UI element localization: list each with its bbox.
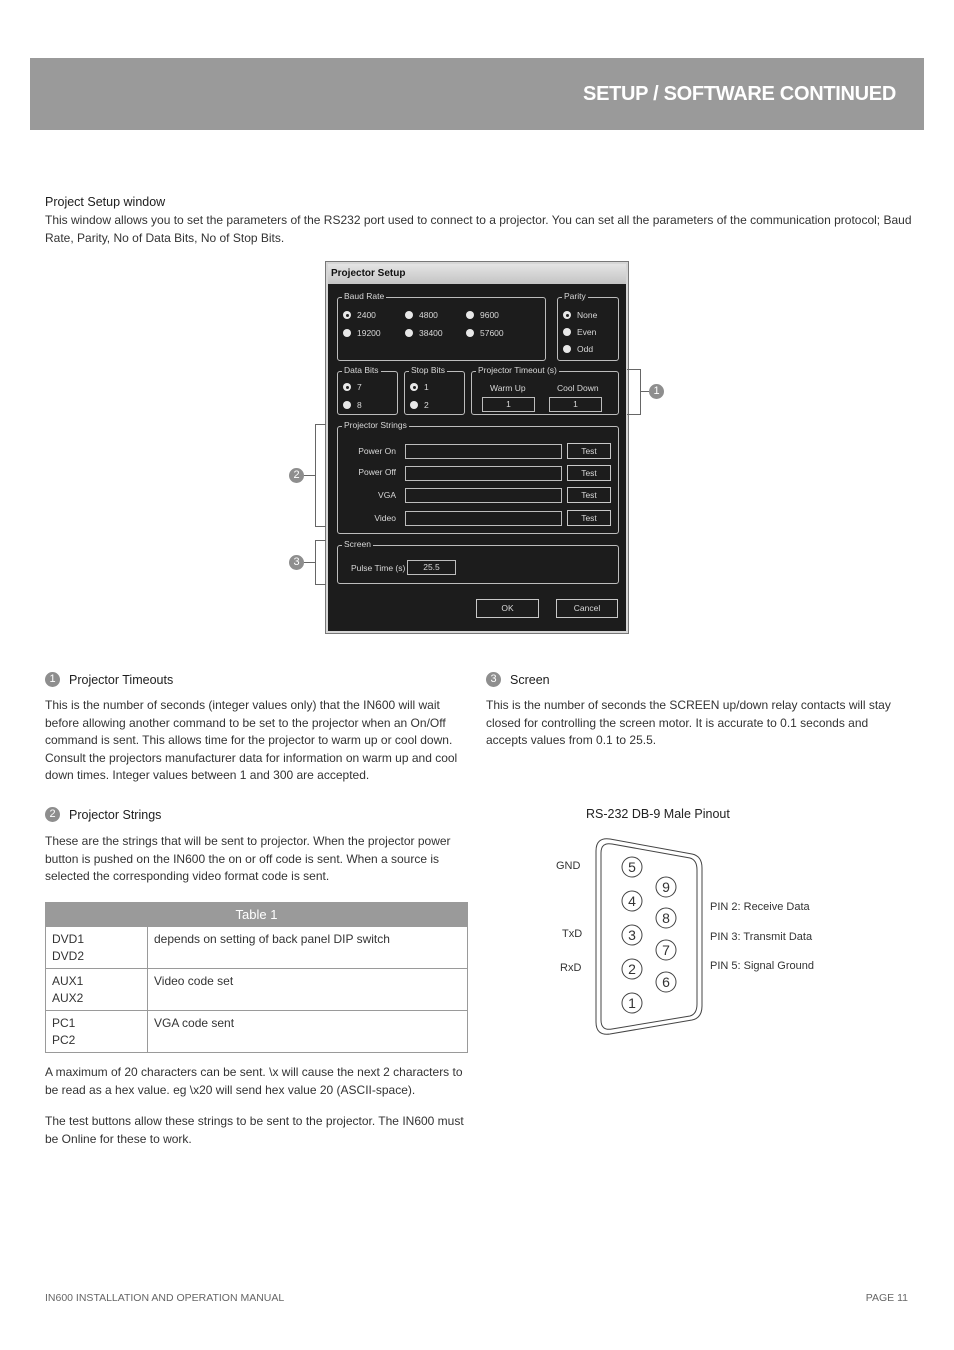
radio-icon bbox=[563, 345, 571, 353]
section-body-timeouts: This is the number of seconds (integer values only) that the IN600 will wait before allowing another command to be set to the projector when an On/Off command is sent. This allows time for the projector to warm up or cool down. Consult the projectors manufacturer data for information on warm up and cool down times. Integer values between 1 and 300 are accepted. bbox=[45, 698, 458, 782]
pinout-title: RS-232 DB-9 Male Pinout bbox=[586, 807, 730, 821]
data-bits-group bbox=[337, 365, 398, 415]
screen-label: Screen bbox=[344, 539, 371, 549]
radio-label: None bbox=[577, 310, 598, 320]
radio-label: 2400 bbox=[357, 310, 376, 320]
page-title: SETUP / SOFTWARE CONTINUED bbox=[583, 83, 896, 105]
section-number-1: 1 bbox=[45, 672, 60, 687]
parity-radio-odd[interactable] bbox=[563, 344, 593, 354]
table-header-row bbox=[46, 903, 468, 927]
source-name: AUX1 bbox=[52, 974, 84, 988]
pin-3-label: 3 bbox=[628, 927, 636, 943]
parity-label: Parity bbox=[564, 291, 586, 301]
radio-label: 19200 bbox=[357, 328, 381, 338]
pin-1-label: 1 bbox=[628, 995, 636, 1011]
callout-line-3 bbox=[304, 562, 315, 563]
radio-label: Odd bbox=[577, 344, 594, 354]
pin-2-label: 2 bbox=[628, 961, 636, 977]
projector-strings-label: Projector Strings bbox=[344, 420, 407, 430]
baud-radio-38400[interactable] bbox=[405, 328, 443, 338]
radio-label: 8 bbox=[357, 400, 362, 410]
callout-line-2 bbox=[304, 475, 315, 476]
stop-bits-group bbox=[404, 365, 465, 415]
table-row bbox=[46, 927, 468, 969]
source-name: PC1 bbox=[52, 1016, 76, 1030]
table-cell-desc: depends on setting of back panel DIP switch bbox=[148, 927, 468, 969]
screen-group bbox=[337, 539, 619, 584]
warm-up-input[interactable]: 1 bbox=[482, 397, 535, 412]
callout-bracket-2 bbox=[315, 424, 326, 527]
radio-icon bbox=[405, 329, 413, 337]
table-cell-source bbox=[46, 1011, 148, 1053]
txd-label: TxD bbox=[562, 928, 583, 940]
source-name: AUX2 bbox=[52, 991, 84, 1005]
callout-number-3: 3 bbox=[289, 555, 304, 570]
section-heading-strings bbox=[45, 807, 161, 822]
pin-legend-rx: PIN 2: Receive Data bbox=[710, 901, 810, 913]
pin-4-label: 4 bbox=[628, 893, 636, 909]
section-heading-timeouts bbox=[45, 672, 173, 687]
table-caption: Table 1 bbox=[46, 903, 468, 927]
section-title: Screen bbox=[510, 672, 550, 687]
section-title: Projector Timeouts bbox=[69, 672, 174, 687]
baud-rate-label: Baud Rate bbox=[344, 291, 385, 301]
baud-radio-19200[interactable] bbox=[343, 328, 381, 338]
pin-legend-tx: PIN 3: Transmit Data bbox=[710, 931, 813, 943]
section-heading-screen bbox=[486, 672, 550, 687]
callout-number-2: 2 bbox=[289, 468, 304, 483]
cool-down-label: Cool Down bbox=[557, 383, 599, 393]
cool-down-input[interactable]: 1 bbox=[549, 397, 602, 412]
radio-selected-icon bbox=[343, 311, 351, 319]
section-note-test: The test buttons allow these strings to be sent to the projector. The IN600 must be Online for these to work. bbox=[45, 1114, 464, 1146]
rxd-label: RxD bbox=[560, 962, 582, 974]
footer-page-number: PAGE 11 bbox=[865, 1292, 908, 1304]
radio-selected-icon bbox=[410, 383, 418, 391]
pin-8-label: 8 bbox=[662, 910, 670, 926]
section-body-screen: This is the number of seconds the SCREEN up/down relay contacts will stay closed for controlling the screen motor. It is accurate to 0.1 seconds and accepts values from 0.1 to 25.5. bbox=[486, 698, 891, 747]
radio-icon bbox=[466, 329, 474, 337]
test-vga-button[interactable]: Test bbox=[567, 487, 611, 503]
section-note-hex: A maximum of 20 characters can be sent. \x will cause the next 2 characters to be read as a hex value. eg \x20 will send hex value 20 (ASCII-space). bbox=[45, 1065, 463, 1097]
radio-label: 9600 bbox=[480, 310, 499, 320]
baud-radio-57600[interactable] bbox=[466, 328, 504, 338]
baud-radio-9600[interactable] bbox=[466, 310, 499, 320]
parity-radio-none[interactable] bbox=[563, 310, 597, 320]
radio-label: 4800 bbox=[419, 310, 438, 320]
pulse-time-label: Pulse Time (s) bbox=[351, 563, 406, 573]
radio-icon bbox=[410, 401, 418, 409]
radio-selected-icon bbox=[343, 383, 351, 391]
radio-label: 38400 bbox=[419, 328, 443, 338]
section-title: Projector Strings bbox=[69, 807, 162, 822]
source-name: DVD2 bbox=[52, 949, 85, 963]
footer-manual-title: IN600 INSTALLATION AND OPERATION MANUAL bbox=[45, 1292, 285, 1304]
warm-up-label: Warm Up bbox=[490, 383, 526, 393]
table-cell-source bbox=[46, 969, 148, 1011]
source-name: DVD1 bbox=[52, 932, 85, 946]
pulse-time-input[interactable]: 25.5 bbox=[407, 560, 456, 575]
stop-bits-label: Stop Bits bbox=[411, 365, 446, 375]
timeout-group bbox=[471, 365, 619, 415]
db9-shell-outer bbox=[596, 839, 702, 1035]
table-cell-desc: Video code set bbox=[148, 969, 468, 1011]
ok-button[interactable]: OK bbox=[476, 599, 539, 618]
callout-number-1: 1 bbox=[649, 384, 664, 399]
test-video-button[interactable]: Test bbox=[567, 510, 611, 526]
callout-bracket-3 bbox=[315, 540, 326, 585]
callout-line-1 bbox=[641, 391, 649, 392]
table-cell-desc: VGA code sent bbox=[148, 1011, 468, 1053]
radio-icon bbox=[405, 311, 413, 319]
baud-radio-2400[interactable] bbox=[343, 310, 376, 320]
gnd-label: GND bbox=[556, 860, 581, 872]
cancel-button[interactable]: Cancel bbox=[556, 599, 618, 618]
power-off-label: Power Off bbox=[358, 467, 396, 477]
strings-table bbox=[45, 902, 468, 1053]
pin-6-label: 6 bbox=[662, 974, 670, 990]
baud-rate-group bbox=[337, 291, 546, 361]
radio-label: 2 bbox=[424, 400, 429, 410]
pin-7-label: 7 bbox=[662, 942, 670, 958]
intro-body: This window allows you to set the parameters of the RS232 port used to connect to a projector. You can set all the parameters of the communication protocol; Baud Rate, Parity, No of Data Bits, No of Stop Bits. bbox=[45, 213, 912, 245]
radio-label: 1 bbox=[424, 382, 429, 392]
intro-heading: Project Setup window bbox=[45, 195, 166, 209]
source-name: PC2 bbox=[52, 1033, 76, 1047]
projector-strings-group bbox=[337, 420, 619, 534]
section-number-3: 3 bbox=[486, 672, 501, 687]
test-power-on-button[interactable]: Test bbox=[567, 443, 611, 459]
table-row bbox=[46, 969, 468, 1011]
data-bits-label: Data Bits bbox=[344, 365, 379, 375]
power-on-label: Power On bbox=[358, 446, 396, 456]
stop-bits-radio-1[interactable] bbox=[410, 382, 429, 392]
parity-radio-even[interactable] bbox=[563, 327, 596, 337]
projector-setup-dialog bbox=[326, 262, 628, 633]
radio-icon bbox=[563, 328, 571, 336]
pin-9-label: 9 bbox=[662, 879, 670, 895]
vga-label: VGA bbox=[378, 490, 396, 500]
radio-icon bbox=[343, 401, 351, 409]
data-bits-radio-8[interactable] bbox=[343, 400, 362, 410]
power-on-input[interactable] bbox=[405, 444, 562, 459]
table-row bbox=[46, 1011, 468, 1053]
pin-legend-gnd: PIN 5: Signal Ground bbox=[710, 960, 814, 972]
db9-shell-inner bbox=[601, 844, 697, 1030]
vga-input[interactable] bbox=[405, 488, 562, 503]
test-power-off-button[interactable]: Test bbox=[567, 465, 611, 481]
radio-icon bbox=[466, 311, 474, 319]
db9-connector-diagram bbox=[590, 836, 708, 1036]
table-cell-source bbox=[46, 927, 148, 969]
baud-radio-4800[interactable] bbox=[405, 310, 438, 320]
radio-icon bbox=[343, 329, 351, 337]
section-number-2: 2 bbox=[45, 807, 60, 822]
header-band bbox=[30, 58, 924, 130]
timeout-label: Projector Timeout (s) bbox=[478, 365, 557, 375]
video-input[interactable] bbox=[405, 511, 562, 526]
video-label: Video bbox=[374, 513, 396, 523]
parity-group bbox=[557, 291, 619, 361]
data-bits-radio-7[interactable] bbox=[343, 382, 362, 392]
radio-label: Even bbox=[577, 327, 597, 337]
pin-5-label: 5 bbox=[628, 859, 636, 875]
dialog-title: Projector Setup bbox=[328, 264, 626, 284]
section-body-strings: These are the strings that will be sent to projector. When the projector power button is pushed on the IN600 the on or off code is sent. When a source is selected the corresponding video format code is sent. bbox=[45, 834, 451, 883]
radio-label: 7 bbox=[357, 382, 362, 392]
power-off-input[interactable] bbox=[405, 466, 562, 481]
radio-label: 57600 bbox=[480, 328, 504, 338]
radio-selected-icon bbox=[563, 311, 571, 319]
callout-bracket-1 bbox=[627, 369, 641, 415]
stop-bits-radio-2[interactable] bbox=[410, 400, 429, 410]
